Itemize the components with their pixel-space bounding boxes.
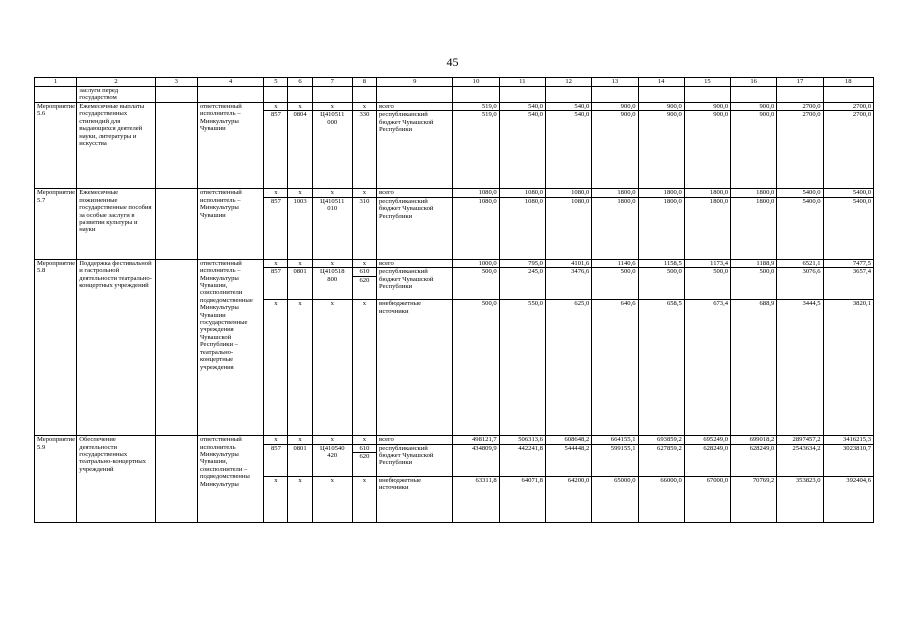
value-cell: 688,9 [731,300,777,436]
value-cell: 1080,0 [545,197,591,259]
value-cell: 1000,0 [453,259,499,267]
value-cell: 540,0 [499,111,545,189]
value-cell: 65000,0 [592,476,638,522]
grbs-cell: x [264,436,288,444]
target-article-cell: x [312,436,352,444]
value-cell: 900,0 [638,103,684,111]
value-cell: 1800,0 [684,197,730,259]
value-cell: 70769,2 [731,476,777,522]
col-number: 9 [377,78,453,87]
target-article-cell: x [312,259,352,267]
measure-name: Ежемесячные пожизненные государственные пособия за особые заслуги в развитии культуры и науки [77,189,155,259]
value-cell: 2700,0 [777,111,823,189]
value-cell: 64200,0 [545,476,591,522]
value-cell: 1080,0 [453,197,499,259]
section-cell: 1003 [288,197,312,259]
value-cell: 64071,8 [499,476,545,522]
value-cell: 544448,2 [545,444,591,476]
col-number: 1 [35,78,77,87]
value-cell: 3820,1 [823,300,873,436]
expense-type-cell: x [352,103,376,111]
target-article-cell: Ц410511 000 [312,111,352,189]
continuation-row [35,87,874,103]
source-cell: всего [377,103,453,111]
value-cell: 3657,4 [823,268,873,300]
col-number: 18 [823,78,873,87]
table-row [35,103,874,111]
value-cell: 640,6 [592,300,638,436]
source-cell: внебюджетные источники [377,300,453,436]
value-cell: 693859,2 [638,436,684,444]
section-cell: x [288,103,312,111]
value-cell: 1800,0 [638,189,684,197]
value-cell: 550,0 [499,300,545,436]
col-number: 16 [731,78,777,87]
table-row [35,436,874,444]
section-cell: 0801 [288,444,312,476]
value-cell: 1800,0 [731,189,777,197]
target-article-cell: Ц410511 010 [312,197,352,259]
column-number-row [35,78,874,87]
grbs-cell: x [264,189,288,197]
value-cell: 500,0 [453,300,499,436]
grbs-cell: x [264,476,288,522]
value-cell: 664155,1 [592,436,638,444]
value-cell: 1080,0 [453,189,499,197]
expense-type-cell: x [352,259,376,267]
value-cell: 900,0 [684,111,730,189]
col-number: 6 [288,78,312,87]
value-cell: 3416215,3 [823,436,873,444]
section-cell: x [288,300,312,436]
col-number: 2 [77,78,155,87]
expense-type-cell: x [352,300,376,436]
value-cell: 695249,0 [684,436,730,444]
value-cell: 506313,6 [499,436,545,444]
measure-name: Поддержка фестивальной и гастрольной деятельности театрально-концертных учреждений [77,259,155,435]
value-cell: 3076,6 [777,268,823,300]
value-cell: 519,0 [453,103,499,111]
value-cell: 1080,0 [545,189,591,197]
responsible: ответственный исполнитель – Минкультуры Чувашии, соисполнители подведомственные Минкультуры Чувашии государственные учреждения Чувашской Республики – театрально-концертные учреждения [197,259,263,435]
col-number: 7 [312,78,352,87]
value-cell: 1800,0 [592,189,638,197]
value-cell: 498121,7 [453,436,499,444]
target-article-cell: Ц410518 800 [312,268,352,300]
measure-name: Ежемесячные выплаты государственных стипендий для выдающихся деятелей науки, литературы и искусства [77,103,155,189]
value-cell: 245,0 [499,268,545,300]
section-cell: 0804 [288,111,312,189]
value-cell: 1080,0 [499,197,545,259]
value-cell: 900,0 [638,111,684,189]
target-article-cell: x [312,103,352,111]
value-cell: 2700,0 [823,111,873,189]
col-number: 13 [592,78,638,87]
measure-id: Мероприятие 5.9 [35,436,77,522]
expense-type-cell: x [352,476,376,522]
source-cell: всего [377,189,453,197]
value-cell: 900,0 [592,103,638,111]
value-cell: 6521,1 [777,259,823,267]
value-cell: 500,0 [684,268,730,300]
value-cell: 3444,5 [777,300,823,436]
value-cell: 392404,6 [823,476,873,522]
col-number: 12 [545,78,591,87]
value-cell: 353823,0 [777,476,823,522]
value-cell: 500,0 [638,268,684,300]
value-cell: 627859,2 [638,444,684,476]
value-cell: 608648,2 [545,436,591,444]
value-cell: 4101,6 [545,259,591,267]
measure-id: Мероприятие 5.8 [35,259,77,435]
source-cell: всего [377,436,453,444]
value-cell: 3023810,7 [823,444,873,476]
section-cell: x [288,476,312,522]
value-cell: 900,0 [592,111,638,189]
value-cell: 628249,0 [684,444,730,476]
responsible: ответственный исполнитель Минкультуры Чувашии, соисполнители – подведомственны Минкультуры [197,436,263,522]
value-cell: 519,0 [453,111,499,189]
value-cell: 1158,5 [638,259,684,267]
value-cell: 66000,0 [638,476,684,522]
responsible: ответственный исполнитель – Минкультуры Чувашии [197,189,263,259]
section-cell: x [288,436,312,444]
grbs-cell: x [264,103,288,111]
expense-type-cell: x [352,436,376,444]
value-cell: 2543634,2 [777,444,823,476]
grbs-cell: x [264,300,288,436]
value-cell: 900,0 [684,103,730,111]
target-article-cell: x [312,189,352,197]
expense-type-cell: 620 [353,452,376,460]
grbs-cell: 857 [264,268,288,300]
value-cell: 3476,6 [545,268,591,300]
source-cell: республиканский бюджет Чувашской Республики [377,268,453,300]
target-article-cell: x [312,300,352,436]
col-number: 10 [453,78,499,87]
expense-type-cell: 610 [359,444,370,452]
continuation-text: заслуги перед государством [77,87,155,103]
value-cell: 2700,0 [777,103,823,111]
col-number: 17 [777,78,823,87]
col-number: 15 [684,78,730,87]
col-number: 8 [352,78,376,87]
table-row [35,259,874,267]
measure-name: Обеспечение деятельности государственных театрально-концертных учреждений [77,436,155,522]
value-cell: 625,0 [545,300,591,436]
value-cell: 1800,0 [592,197,638,259]
page-number: 45 [446,55,459,69]
value-cell: 1188,9 [731,259,777,267]
target-article-cell: x [312,476,352,522]
value-cell: 1140,6 [592,259,638,267]
value-cell: 434809,9 [453,444,499,476]
source-cell: республиканский бюджет Чувашской Республики [377,197,453,259]
value-cell: 500,0 [453,268,499,300]
program-budget-table [34,77,874,523]
expense-type-cell: x [352,189,376,197]
value-cell: 5400,0 [823,189,873,197]
target-article-cell: Ц410540 420 [312,444,352,476]
value-cell: 900,0 [731,103,777,111]
value-cell: 658,5 [638,300,684,436]
col-number: 11 [499,78,545,87]
value-cell: 2897457,2 [777,436,823,444]
source-cell: республиканский бюджет Чувашской Республики [377,444,453,476]
value-cell: 540,0 [545,111,591,189]
value-cell: 63311,8 [453,476,499,522]
value-cell: 1080,0 [499,189,545,197]
grbs-cell: x [264,259,288,267]
value-cell: 1800,0 [638,197,684,259]
measure-id: Мероприятие 5.6 [35,103,77,189]
value-cell: 795,0 [499,259,545,267]
value-cell: 2700,0 [823,103,873,111]
responsible: ответственный исполнитель – Минкультуры Чувашии [197,103,263,189]
source-cell: внебюджетные источники [377,476,453,522]
expense-type-cell: 310 [352,197,376,259]
value-cell: 1800,0 [731,197,777,259]
col-number: 5 [264,78,288,87]
value-cell: 628249,0 [731,444,777,476]
expense-type-cell: 620 [353,276,376,284]
table-row [35,189,874,197]
value-cell: 1173,4 [684,259,730,267]
value-cell: 67000,0 [684,476,730,522]
col-number: 14 [638,78,684,87]
expense-type-cell: 610 [359,268,370,276]
grbs-cell: 857 [264,111,288,189]
grbs-cell: 857 [264,197,288,259]
col-number: 3 [155,78,197,87]
value-cell: 5400,0 [777,197,823,259]
value-cell: 540,0 [499,103,545,111]
value-cell: 599155,1 [592,444,638,476]
value-cell: 673,4 [684,300,730,436]
value-cell: 900,0 [731,111,777,189]
source-cell: всего [377,259,453,267]
measure-id: Мероприятие 5.7 [35,189,77,259]
value-cell: 442241,8 [499,444,545,476]
source-cell: республиканский бюджет Чувашской Республики [377,111,453,189]
section-cell: x [288,189,312,197]
value-cell: 7477,5 [823,259,873,267]
value-cell: 1800,0 [684,189,730,197]
col-number: 4 [197,78,263,87]
value-cell: 699018,2 [731,436,777,444]
expense-type-cell: 330 [352,111,376,189]
value-cell: 500,0 [731,268,777,300]
section-cell: 0801 [288,268,312,300]
grbs-cell: 857 [264,444,288,476]
section-cell: x [288,259,312,267]
value-cell: 540,0 [545,103,591,111]
value-cell: 500,0 [592,268,638,300]
value-cell: 5400,0 [777,189,823,197]
value-cell: 5400,0 [823,197,873,259]
